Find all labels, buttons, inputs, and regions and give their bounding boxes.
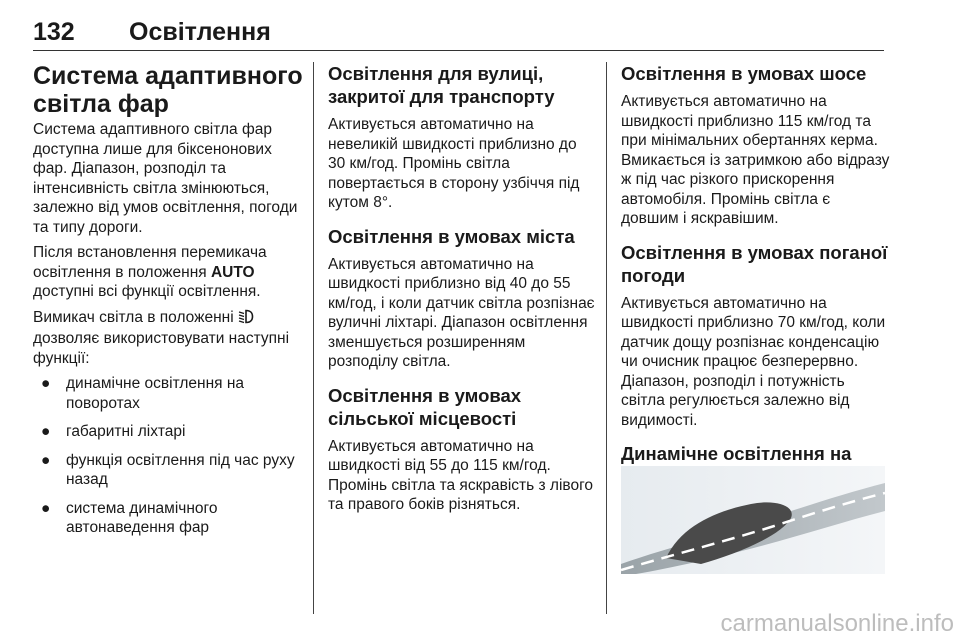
list-item — [33, 374, 305, 413]
section-heading: Освітлення в умовах поганої погоди — [621, 241, 888, 286]
section-heading: Освітлення в умовах сільської місцевості — [328, 384, 522, 429]
auto-label: AUTO — [210, 263, 255, 281]
auto-paragraph-text-end: доступні всі функції освітлення. — [33, 283, 261, 300]
section-body: Активується автоматично на невеликій швидкості приблизно до 30 км/год. Промінь світла повертається в сторону узбіччя під кутом 8°. — [328, 116, 580, 211]
bullet-icon: ● — [41, 451, 51, 469]
column-1-title: Система адаптивного світла фар — [33, 62, 303, 118]
column-divider — [606, 62, 607, 614]
switch-paragraph — [33, 308, 305, 369]
column-3 — [621, 62, 891, 500]
section-heading: Освітлення для вулиці, закритої для транспорту — [328, 63, 555, 107]
auto-paragraph-text: Після встановлення перемикача освітлення в положення — [33, 244, 267, 281]
bullet-icon: ● — [41, 375, 51, 392]
bullet-icon: ● — [41, 499, 51, 517]
bullet-icon: ● — [41, 423, 51, 440]
section-title: Освітлення — [129, 18, 271, 46]
column-divider — [313, 62, 314, 614]
section-heading: Освітлення в умовах міста — [328, 225, 575, 247]
section-block — [621, 241, 891, 431]
list-item-text: система динамічного автонаведення фар — [66, 499, 218, 536]
watermark: carmanualsonline.info — [720, 610, 954, 637]
section-block — [621, 62, 891, 229]
low-beam-headlight-icon — [238, 309, 254, 330]
list-item — [33, 422, 305, 442]
auto-paragraph — [33, 243, 305, 302]
section-block — [328, 62, 596, 213]
section-body: Активується автоматично на швидкості приблизно 115 км/год та при мінімальних обертаннях керма. Вмикається із затримкою або відразу ж під час різкого прискорення автомобіля. Промінь світла є довшим і яскравішим. — [621, 93, 890, 227]
switch-paragraph-text: Вимикач світла в положенні — [33, 308, 238, 326]
list-item — [33, 499, 305, 538]
section-block — [328, 225, 596, 372]
curved-road-headlight-illustration — [621, 466, 885, 574]
header-divider — [33, 50, 884, 51]
section-body: Активується автоматично на швидкості від 55 до 115 км/год. Промінь світла та яскравість з лівого та правого боків різняться. — [328, 437, 594, 513]
page-number: 132 — [33, 18, 75, 46]
section-block — [328, 384, 596, 515]
column-2 — [328, 62, 596, 527]
section-heading: Освітлення в умовах шосе — [621, 63, 867, 84]
section-body: Активується автоматично на швидкості приблизно 70 км/год, коли датчик дощу розпізнає конденсацію чи очисник працює безперервно. Діапазон, розподіл і потужність світла регулюється залежно від видимості. — [621, 294, 886, 429]
switch-paragraph-text-end: дозволяє використовувати наступні функції: — [33, 330, 290, 367]
list-item-text: габаритні ліхтарі — [66, 423, 186, 440]
list-item-text: динамічне освітлення на поворотах — [66, 375, 245, 412]
column-1 — [33, 62, 305, 547]
page-header — [33, 18, 885, 50]
list-item — [33, 451, 305, 490]
section-body: Активується автоматично на швидкості приблизно від 40 до 55 км/год, і коли датчик світла розпізнає вуличні ліхтарі. Діапазон освітлення зменшується розширенням розподілу світла. — [328, 255, 595, 370]
function-list — [33, 374, 305, 538]
list-item-text: функція освітлення під час руху назад — [66, 451, 295, 488]
section-heading: Динамічне освітлення на — [621, 443, 852, 464]
intro-paragraph: Система адаптивного світла фар доступна лише для біксенонових фар. Діапазон, розподіл та інтенсивність світла змінюються, залежно від умов освітлення, погоди та типу дороги. — [33, 121, 298, 236]
